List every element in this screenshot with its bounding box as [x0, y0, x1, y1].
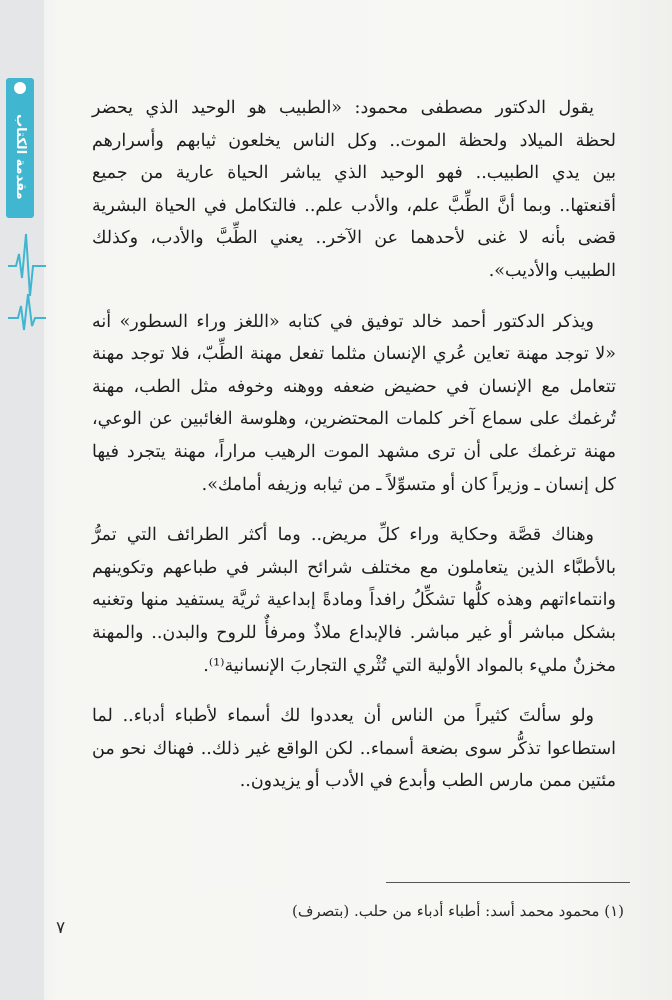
text-line: بالأطبَّاء الذين يتعاملون مع مختلف شرائح البشر في طباعهم وتكوينهم: [92, 557, 616, 578]
text-line: مئتين ممن مارس الطب وأبدع في الأدب أو يزيدون..: [239, 771, 616, 792]
text-line: ويذكر الدكتور أحمد خالد توفيق في كتابه «اللغز وراء السطور» أنه: [92, 311, 594, 332]
chapter-tab-label: مقدمة الكتاب: [13, 114, 28, 200]
footnote-divider: [386, 882, 630, 883]
paragraph-4: [92, 700, 616, 798]
text-line: تُرغمك على سماع آخر كلمات المحتضرين، وهلوسة الغائبين عن الوعي،: [92, 409, 616, 430]
text-line: ولو سألتَ كثيراً من الناس أن يعددوا لك أسماء لأطباء أدباء.. لما: [92, 706, 594, 727]
text-line: مخزنٌ مليء بالمواد الأولية التي تُثْري التجاربَ الإنسانية⁽¹⁾.: [203, 655, 616, 676]
text-line: كل إنسان ـ وزيراً كان أو متسوِّلاً ـ من ثيابه وزيفه أمامك».: [201, 474, 616, 495]
page-number: ٧: [56, 918, 66, 938]
tab-dot-icon: [14, 82, 26, 94]
footnote-marker: (١): [604, 902, 624, 920]
text-line: بشكل مباشر أو غير مباشر. فالإبداع ملاذٌ ومرفأٌ للروح والبدن.. والمهنة: [92, 622, 616, 643]
paragraph-3: [92, 519, 616, 682]
text-line: تتعامل مع الإنسان في حضيض ضعفه ووهنه وخوفه مثل الطب، مهنة: [92, 376, 616, 397]
text-line: قضى بأنه لا غنى لأحدهما عن الآخر.. يعني الطِّبَّ والأدب، وكذلك: [92, 228, 616, 249]
body-text: [92, 92, 616, 798]
text-line: يقول الدكتور مصطفى محمود: «الطبيب هو الوحيد الذي يحضر: [92, 98, 594, 118]
paragraph-2: [92, 306, 616, 502]
text-line: بين يدي الطبيب.. فهو الوحيد الذي يباشر الحياة عارية من جميع: [92, 163, 616, 184]
heartbeat-line-icon: [8, 226, 46, 336]
text-line: الطبيب والأديب».: [488, 260, 616, 281]
text-line: «لا توجد مهنة تعاين عُري الإنسان مثلما تفعل مهنة الطِّبّ، فلا توجد مهنة: [92, 344, 616, 365]
text-line: استطاعوا تذكُّر سوى بضعة أسماء.. لكن الواقع غير ذلك.. فهناك نحو من: [92, 738, 616, 759]
chapter-tab: [6, 78, 34, 218]
paragraph-1: [92, 92, 616, 288]
text-line: وهناك قصَّة وحكاية وراء كلِّ مريض.. وما أكثر الطرائف التي تمرُّ: [92, 525, 594, 546]
text-line: أقنعتها.. وبما أنَّ الطِّبَّ علم، والأدب علم.. فالتكامل في الحياة البشرية: [92, 195, 616, 216]
text-line: وانتماءاتهم وهذه كلُّها تشكِّلُ رافداً ومادةً إبداعية ثريَّة يستفيد منها وتغنيه: [92, 590, 616, 611]
text-line: مهنة ترغمك على أن ترى مشهد الموت الرهيب مراراً، مهنة يتجرد فيها: [92, 441, 616, 462]
footnote-text: محمود محمد أسد: أطباء أدباء من حلب. (بتصرف): [291, 902, 600, 920]
footnote: [124, 900, 624, 922]
text-line: لحظة الميلاد ولحظة الموت.. وكل الناس يخلعون ثيابهم وأسرارهم: [92, 130, 616, 151]
